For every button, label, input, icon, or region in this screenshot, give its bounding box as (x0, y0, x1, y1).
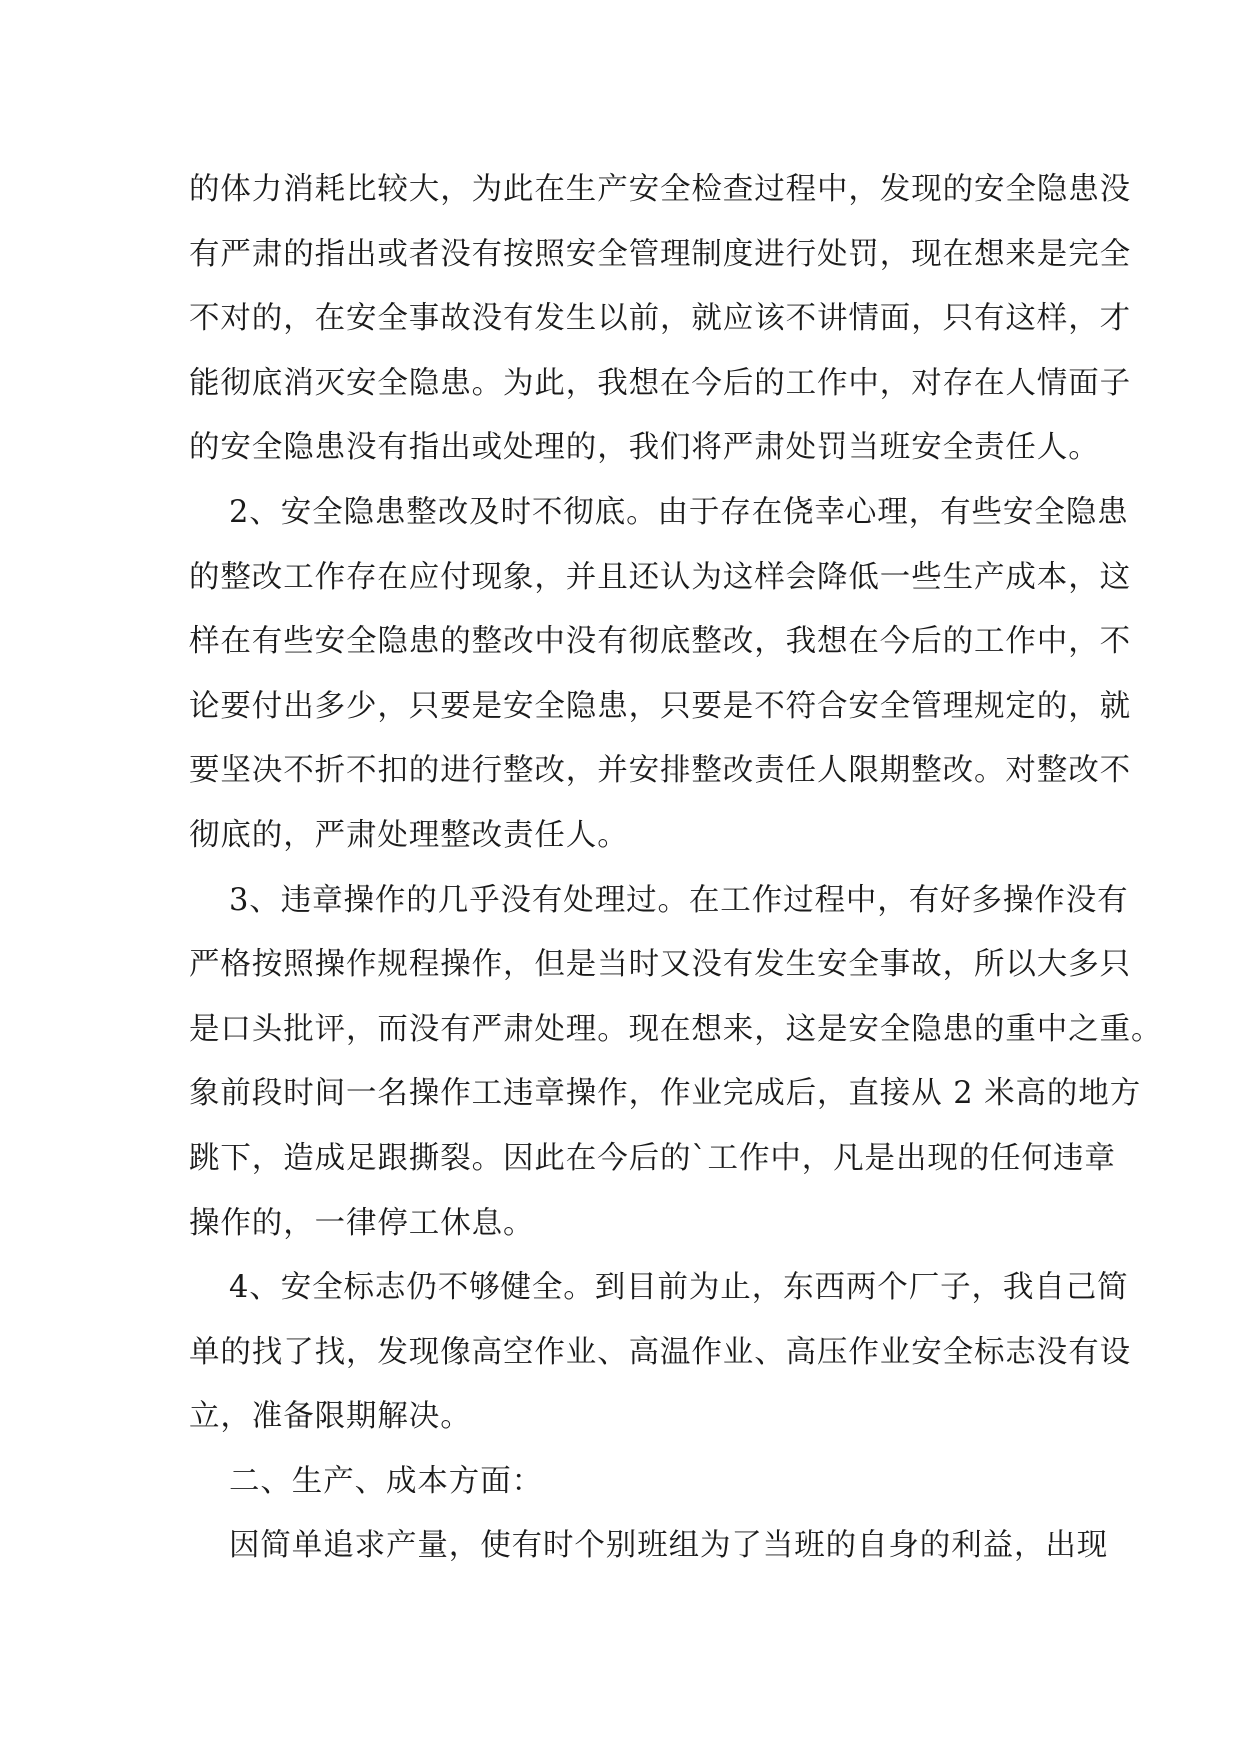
text-line: 二、生产、成本方面： (229, 1463, 543, 1499)
text-line: 的体力消耗比较大，为此在生产安全检查过程中，发现的安全隐患没 (189, 172, 1131, 207)
text-line: 单的找了找，发现像高空作业、高温作业、高压作业安全标志没有设 (189, 1334, 1131, 1370)
text-line: 有严肃的指出或者没有按照安全管理制度进行处罚，现在想来是完全 (189, 236, 1131, 272)
document-body (189, 158, 1163, 1579)
text-line: 4、安全标志仍不够健全。到目前为止，东西两个厂子，我自己简 (229, 1270, 1129, 1306)
text-line: 样在有些安全隐患的整改中没有彻底整改，我想在今后的工作中，不 (189, 624, 1131, 660)
text-line: 象前段时间一名操作工违章操作，作业完成后，直接从 2 米高的地方 (189, 1076, 1142, 1112)
text-line: 是口头批评，而没有严肃处理。现在想来，这是安全隐患的重中之重。 (189, 1011, 1163, 1047)
text-line: 论要付出多少，只要是安全隐患，只要是不符合安全管理规定的，就 (189, 688, 1131, 724)
text-line: 操作的，一律停工休息。 (189, 1205, 535, 1241)
text-line: 严格按照操作规程操作，但是当时又没有发生安全事故，所以大多只 (189, 947, 1131, 983)
text-line: 的整改工作存在应付现象，并且还认为这样会降低一些生产成本，这 (189, 559, 1131, 595)
text-line: 要坚决不折不扣的进行整改，并安排整改责任人限期整改。对整改不 (189, 753, 1131, 789)
text-line: 跳下，造成足跟撕裂。因此在今后的`工作中，凡是出现的任何违章 (189, 1140, 1116, 1176)
text-line: 不对的，在安全事故没有发生以前，就应该不讲情面，只有这样，才 (189, 301, 1131, 337)
text-line: 能彻底消灭安全隐患。为此，我想在今后的工作中，对存在人情面子 (189, 365, 1131, 401)
text-line: 3、违章操作的几乎没有处理过。在工作过程中，有好多操作没有 (229, 882, 1129, 918)
text-line: 因简单追求产量，使有时个别班组为了当班的自身的利益，出现 (229, 1528, 1109, 1564)
text-line: 的安全隐患没有指出或处理的，我们将严肃处罚当班安全责任人。 (189, 430, 1100, 466)
text-line: 2、安全隐患整改及时不彻底。由于存在侥幸心理，有些安全隐患 (229, 494, 1129, 530)
text-line: 立，准备限期解决。 (189, 1399, 472, 1435)
text-line: 彻底的，严肃处理整改责任人。 (189, 817, 629, 853)
